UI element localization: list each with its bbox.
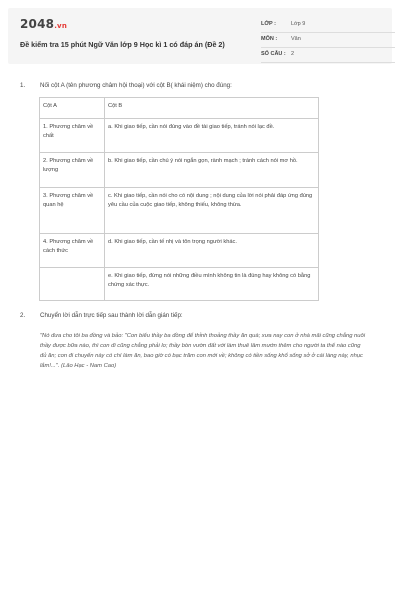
site-logo[interactable] (20, 17, 67, 31)
meta-info (261, 18, 395, 63)
question-text: Nối cột A (tên phương châm hội thoại) với cột B( khái niệm) cho đúng: (40, 82, 232, 89)
logo-text: 2048 (20, 17, 55, 31)
meta-value: Văn (291, 36, 301, 42)
page-title: Đề kiểm tra 15 phút Ngữ Văn lớp 9 Học kì 1 có đáp án (Đề 2) (20, 40, 225, 49)
meta-value: Lớp 9 (291, 21, 306, 27)
table-cell-b: a. Khi giao tiếp, cần nói đúng vào đề tài giao tiếp, tránh nói lạc đề. (105, 119, 319, 153)
table-cell-b: c. Khi giao tiếp, cần nói cho có nội dung ; nội dung của lời nói phải đáp ứng đúng yêu cầu của cuộc giao tiếp, không thiếu, không thừa. (105, 188, 319, 234)
logo-suffix: .vn (54, 22, 68, 30)
meta-value: 2 (291, 51, 295, 57)
table-cell-b: e. Khi giao tiếp, đừng nói những điều mình không tin là đúng hay không có bằng chứng xác thực. (105, 268, 319, 301)
table-row (40, 234, 319, 268)
table-cell-b: b. Khi giao tiếp, cần chú ý nói ngắn gọn, rành mạch ; tránh cách nói mơ hồ. (105, 153, 319, 188)
table-cell-a: 2. Phương châm về lượng (40, 153, 105, 188)
table-header-row (40, 98, 319, 119)
quoted-passage: "Nó đưa cho tôi ba đồng và bảo: "Con biếu thầy ba đồng để thỉnh thoảng thầy ăn quà; xưa nay con ở nhà mãi cũng chẳng nuôi thầy được bữa nào, thì con đi cũng chẳng phải lo; thầy bòn vườn đất với làm thuê lâm mướn thêm cho người ta thế nào cũng đủ ăn; con đi chuyến này có chí làm ăn, bao giờ có bạc trăm con mới về; không có tiền sống khổ sống sở ở cái làng này, nhục lắm!...". (Lão Hạc - Nam Cao) (40, 333, 366, 369)
table-cell-a (40, 268, 105, 301)
table-cell-b: d. Khi giao tiếp, cần tế nhị và tôn trọng người khác. (105, 234, 319, 268)
meta-key: MÔN : (261, 36, 278, 42)
header-panel (8, 8, 392, 64)
question-text: Chuyển lời dẫn trực tiếp sau thành lời dẫn gián tiếp: (40, 312, 183, 319)
meta-row-subject (261, 33, 395, 48)
meta-key: SỐ CÂU : (261, 51, 286, 57)
column-b-header: Cột B (105, 98, 319, 119)
table-row (40, 119, 319, 153)
table-row (40, 188, 319, 234)
column-a-header: Cột A (40, 98, 105, 119)
meta-row-class (261, 18, 395, 33)
matching-table (39, 97, 319, 301)
table-cell-a: 4. Phương châm về cách thức (40, 234, 105, 268)
meta-row-question-count (261, 48, 395, 63)
table-cell-a: 3. Phương châm về quan hệ (40, 188, 105, 234)
question-number: 2. (20, 312, 26, 319)
table-cell-a: 1. Phương châm về chất (40, 119, 105, 153)
meta-key: LỚP : (261, 21, 276, 27)
table-row (40, 153, 319, 188)
table-row (40, 268, 319, 301)
question-number: 1. (20, 82, 26, 89)
